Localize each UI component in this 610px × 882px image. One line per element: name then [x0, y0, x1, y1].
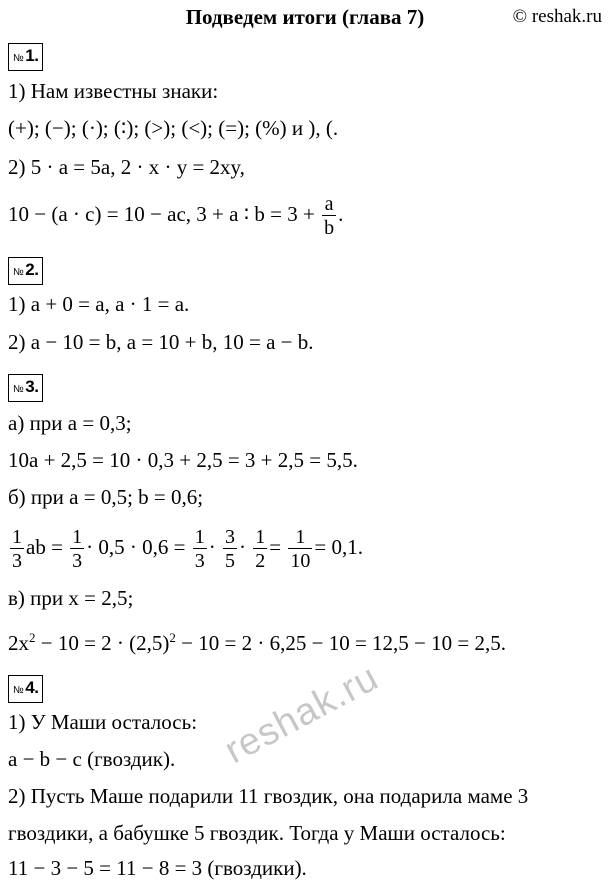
fraction: $\frac{1}{2}$ — [255, 526, 266, 572]
page-title: Подведем итоги (глава 7) — [185, 5, 425, 29]
fraction: $\frac{1}{3}$ — [12, 526, 22, 572]
task4-line-1: 1) У Маши осталось: — [8, 710, 198, 734]
fraction: $\frac{1}{3}$ — [194, 526, 205, 572]
task-badge-4: № 4. — [8, 675, 43, 703]
task3-line-b-calc: $\frac{1}{3}$ ab = $\frac{1}{3}$ · 0,5 · 0,6 = $\frac{1}{3}$ · $\frac{3}{5}$ · $\frac{1}{2}$ = $\frac{1}{10}$ = 0,1. — [12, 526, 363, 572]
task1-line-1: 1) Нам известны знаки: — [8, 79, 219, 103]
task4-line-4: гвоздики, а бабушке 5 гвоздик. Тогда у Маши осталось: — [8, 821, 506, 845]
task3-line-a-calc: 10a + 2,5 = 10 · 0,3 + 2,5 = 3 + 2,5 = 5,5. — [8, 448, 358, 472]
task-badge-1: № 1. — [8, 43, 43, 71]
fraction: $\frac{1}{10}$ — [290, 526, 311, 572]
task1-line-3: 2) 5 · a = 5a, 2 · x · y = 2xy, — [8, 155, 245, 179]
fraction-a-over-b: $\frac{a}{b}$ — [324, 193, 335, 239]
task3-line-a: а) при a = 0,3; — [8, 411, 132, 435]
fraction: $\frac{3}{5}$ — [225, 526, 236, 572]
task3-line-b: б) при a = 0,5; b = 0,6; — [8, 485, 204, 509]
task3-line-v: в) при x = 2,5; — [8, 586, 134, 610]
task4-line-2: a − b − c (гвоздик). — [8, 747, 176, 771]
task2-line-1: 1) a + 0 = a, a · 1 = a. — [8, 292, 190, 316]
task-badge-2: № 2. — [8, 257, 43, 285]
site-copyright: © reshak.ru — [512, 6, 602, 27]
task1-line-2: (+); (−); (·); (∶); (>); (<); (=); (%) и ), (. — [8, 116, 339, 140]
fraction: $\frac{1}{3}$ — [72, 526, 83, 572]
task-badge-3: № 3. — [8, 374, 43, 402]
task4-line-3: 2) Пусть Маше подарили 11 гвоздик, она подарила маме 3 — [8, 784, 529, 808]
task1-line-4: 10 − (a · c) = 10 − ac, 3 + a ∶ b = 3 + $\frac{a}{b}$ . — [8, 193, 344, 239]
watermark: reshak.ru — [218, 656, 386, 773]
task2-line-2: 2) a − 10 = b, a = 10 + b, 10 = a − b. — [8, 330, 314, 354]
task3-line-v-calc: $2x^2 - 10 = 2 \cdot (2,5)^2 - 10 = 2 \cdot 6,25 - 10 = 12,5 - 10 = 2,5$. — [8, 630, 506, 655]
task4-line-5: 11 − 3 − 5 = 11 − 8 = 3 (гвоздики). — [8, 856, 307, 880]
